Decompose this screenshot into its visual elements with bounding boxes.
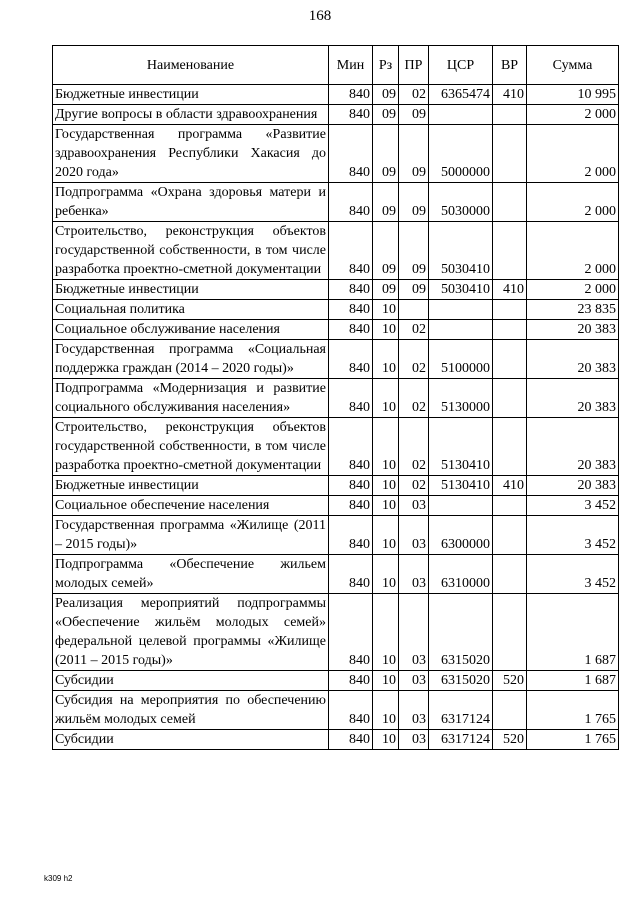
cell-csr [429,105,493,125]
cell-name: Бюджетные инвестиции [53,85,329,105]
cell-rz: 10 [373,594,399,671]
cell-vr [493,105,527,125]
cell-name: Субсидии [53,671,329,691]
cell-vr [493,300,527,320]
cell-rz: 09 [373,85,399,105]
cell-sum: 20 383 [527,340,619,379]
cell-pr: 02 [399,476,429,496]
header-pr: ПР [399,46,429,85]
cell-csr: 5130410 [429,418,493,476]
cell-min: 840 [329,125,373,183]
cell-min: 840 [329,555,373,594]
table-header-row [53,46,619,85]
cell-csr: 6317124 [429,730,493,750]
cell-min: 840 [329,105,373,125]
cell-rz: 09 [373,280,399,300]
cell-pr: 03 [399,691,429,730]
table-row [53,671,619,691]
cell-rz: 10 [373,379,399,418]
cell-pr: 02 [399,320,429,340]
table-row [53,300,619,320]
cell-name: Субсидии [53,730,329,750]
cell-rz: 10 [373,320,399,340]
cell-csr: 6365474 [429,85,493,105]
cell-csr: 5000000 [429,125,493,183]
table-row [53,496,619,516]
cell-vr [493,691,527,730]
cell-pr: 03 [399,730,429,750]
cell-rz: 10 [373,730,399,750]
cell-sum: 2 000 [527,183,619,222]
cell-csr: 5030000 [429,183,493,222]
cell-rz: 10 [373,516,399,555]
cell-name: Строительство, реконструкция объектов государственной собственности, в том числе разработка проектно-сметной документации [53,418,329,476]
cell-vr [493,555,527,594]
table-row [53,418,619,476]
table-row [53,340,619,379]
cell-csr: 6315020 [429,594,493,671]
cell-pr: 02 [399,85,429,105]
cell-sum: 1 687 [527,594,619,671]
cell-sum: 2 000 [527,125,619,183]
cell-pr: 02 [399,340,429,379]
cell-sum: 3 452 [527,496,619,516]
cell-sum: 20 383 [527,320,619,340]
table-row [53,85,619,105]
cell-pr: 02 [399,379,429,418]
cell-min: 840 [329,671,373,691]
cell-min: 840 [329,85,373,105]
cell-vr: 520 [493,730,527,750]
cell-rz: 09 [373,125,399,183]
cell-min: 840 [329,418,373,476]
cell-csr [429,320,493,340]
cell-sum: 20 383 [527,418,619,476]
cell-rz: 10 [373,496,399,516]
cell-pr: 09 [399,183,429,222]
cell-name: Бюджетные инвестиции [53,280,329,300]
page-number: 168 [308,8,332,24]
cell-name: Субсидия на мероприятия по обеспечению жильём молодых семей [53,691,329,730]
cell-csr: 5100000 [429,340,493,379]
cell-min: 840 [329,691,373,730]
cell-rz: 10 [373,555,399,594]
cell-name: Реализация мероприятий подпрограммы «Обеспечение жильём молодых семей» федеральной целевой программы «Жилище (2011 – 2015 годы)» [53,594,329,671]
table-row [53,280,619,300]
cell-vr: 410 [493,280,527,300]
cell-csr: 6310000 [429,555,493,594]
header-sum: Сумма [527,46,619,85]
cell-rz: 10 [373,418,399,476]
cell-min: 840 [329,730,373,750]
cell-min: 840 [329,280,373,300]
cell-csr: 5130000 [429,379,493,418]
cell-min: 840 [329,516,373,555]
cell-vr [493,125,527,183]
cell-csr: 6300000 [429,516,493,555]
cell-pr: 03 [399,671,429,691]
cell-name: Государственная программа «Социальная поддержка граждан (2014 – 2020 годы)» [53,340,329,379]
cell-sum: 2 000 [527,222,619,280]
table-body [53,85,619,750]
cell-name: Другие вопросы в области здравоохранения [53,105,329,125]
header-min: Мин [329,46,373,85]
cell-min: 840 [329,222,373,280]
cell-csr [429,300,493,320]
cell-pr: 03 [399,496,429,516]
table-row [53,222,619,280]
cell-sum: 10 995 [527,85,619,105]
cell-min: 840 [329,183,373,222]
table-row [53,105,619,125]
cell-min: 840 [329,300,373,320]
cell-vr [493,340,527,379]
cell-sum: 1 765 [527,691,619,730]
table-row [53,125,619,183]
cell-name: Строительство, реконструкция объектов государственной собственности, в том числе разработка проектно-сметной документации [53,222,329,280]
cell-pr [399,300,429,320]
cell-sum: 20 383 [527,476,619,496]
cell-pr: 03 [399,555,429,594]
cell-rz: 10 [373,671,399,691]
cell-pr: 09 [399,280,429,300]
cell-vr: 410 [493,476,527,496]
cell-min: 840 [329,320,373,340]
cell-csr: 5030410 [429,222,493,280]
cell-name: Подпрограмма «Модернизация и развитие социального обслуживания населения» [53,379,329,418]
cell-pr: 09 [399,105,429,125]
table-row [53,555,619,594]
cell-pr: 09 [399,222,429,280]
cell-csr [429,496,493,516]
cell-vr [493,379,527,418]
header-rz: Рз [373,46,399,85]
cell-name: Подпрограмма «Охрана здоровья матери и ребенка» [53,183,329,222]
cell-pr: 03 [399,594,429,671]
cell-vr [493,320,527,340]
table-row [53,691,619,730]
cell-min: 840 [329,496,373,516]
cell-vr [493,222,527,280]
cell-csr: 5130410 [429,476,493,496]
cell-sum: 2 000 [527,105,619,125]
cell-pr: 03 [399,516,429,555]
table-row [53,379,619,418]
cell-csr: 6315020 [429,671,493,691]
cell-rz: 09 [373,222,399,280]
cell-vr [493,516,527,555]
cell-sum: 20 383 [527,379,619,418]
cell-name: Бюджетные инвестиции [53,476,329,496]
footer-code: k309 h2 [44,874,73,883]
cell-pr: 09 [399,125,429,183]
cell-min: 840 [329,340,373,379]
budget-table [52,45,619,750]
cell-name: Социальное обслуживание населения [53,320,329,340]
cell-csr: 5030410 [429,280,493,300]
cell-vr [493,496,527,516]
table-row [53,320,619,340]
cell-sum: 3 452 [527,555,619,594]
cell-min: 840 [329,594,373,671]
cell-sum: 1 765 [527,730,619,750]
cell-min: 840 [329,379,373,418]
header-name: Наименование [53,46,329,85]
cell-pr: 02 [399,418,429,476]
cell-name: Социальное обеспечение населения [53,496,329,516]
cell-rz: 10 [373,691,399,730]
cell-rz: 09 [373,183,399,222]
table-row [53,476,619,496]
table-row [53,516,619,555]
cell-vr [493,594,527,671]
cell-vr: 520 [493,671,527,691]
cell-vr [493,418,527,476]
cell-min: 840 [329,476,373,496]
header-vr: ВР [493,46,527,85]
cell-rz: 09 [373,105,399,125]
cell-vr [493,183,527,222]
cell-sum: 1 687 [527,671,619,691]
cell-sum: 23 835 [527,300,619,320]
cell-vr: 410 [493,85,527,105]
cell-rz: 10 [373,300,399,320]
cell-rz: 10 [373,340,399,379]
cell-name: Государственная программа «Жилище (2011 – 2015 годы)» [53,516,329,555]
table-row [53,183,619,222]
table-row [53,730,619,750]
cell-sum: 2 000 [527,280,619,300]
cell-sum: 3 452 [527,516,619,555]
cell-name: Подпрограмма «Обеспечение жильем молодых семей» [53,555,329,594]
header-csr: ЦСР [429,46,493,85]
table-row [53,594,619,671]
cell-name: Государственная программа «Развитие здравоохранения Республики Хакасия до 2020 года» [53,125,329,183]
cell-csr: 6317124 [429,691,493,730]
cell-name: Социальная политика [53,300,329,320]
cell-rz: 10 [373,476,399,496]
